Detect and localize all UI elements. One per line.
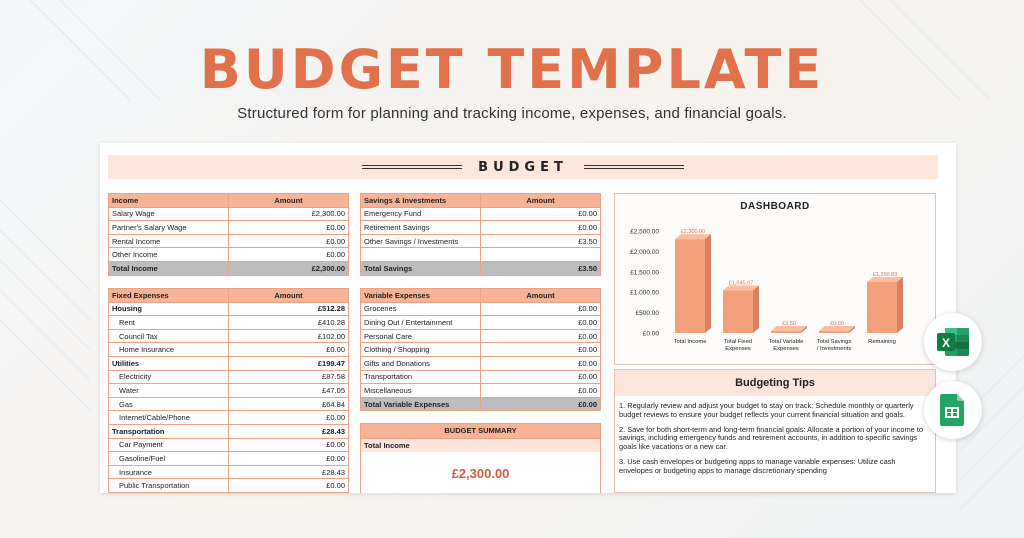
row-amount: £0.00 bbox=[481, 207, 601, 221]
column-header: Amount bbox=[481, 194, 601, 208]
table-row bbox=[361, 302, 601, 316]
table-row bbox=[361, 384, 601, 398]
table-header bbox=[109, 289, 349, 303]
row-label: Transportation bbox=[361, 370, 481, 384]
row-amount: £0.00 bbox=[229, 438, 349, 452]
bar bbox=[819, 331, 849, 333]
row-amount: £47.05 bbox=[229, 384, 349, 398]
row-amount: £0.00 bbox=[481, 221, 601, 235]
table-row bbox=[361, 221, 601, 235]
y-tick-label: £1,000.00 bbox=[630, 289, 659, 297]
summary-label: Total Income bbox=[361, 438, 600, 452]
row-label: Gifts and Donations bbox=[361, 356, 481, 370]
row-label: Salary Wage bbox=[109, 207, 229, 221]
row-label: Miscellaneous bbox=[361, 384, 481, 398]
row-label: Housing bbox=[109, 302, 229, 316]
svg-text:X: X bbox=[941, 336, 951, 350]
y-tick-label: £2,000.00 bbox=[630, 248, 659, 256]
bar-side bbox=[753, 285, 759, 333]
row-amount: £0.00 bbox=[229, 221, 349, 235]
table-header bbox=[361, 194, 601, 208]
row-amount: £28.43 bbox=[229, 465, 349, 479]
bar bbox=[867, 282, 897, 333]
total-amount: £2,300.00 bbox=[229, 261, 349, 275]
total-row bbox=[109, 261, 349, 275]
dashboard-title: DASHBOARD bbox=[740, 201, 810, 212]
column-header: Income bbox=[109, 194, 229, 208]
column-header: Savings & Investments bbox=[361, 194, 481, 208]
table-row bbox=[361, 316, 601, 330]
table-row bbox=[361, 343, 601, 357]
table-row bbox=[361, 370, 601, 384]
tip-item: 2. Save for both short-term and long-term financial goals: Allocate a portion of your income to savings, including emergency funds and retirement accounts, in addition to specific savings goals like vacations or a new car. bbox=[619, 424, 923, 452]
fixed-expenses-table bbox=[108, 288, 349, 493]
row-label: Dining Out / Entertainment bbox=[361, 316, 481, 330]
row-label: Emergency Fund bbox=[361, 207, 481, 221]
table-row bbox=[361, 356, 601, 370]
table-row bbox=[361, 234, 601, 248]
tip-item: 3. Use cash envelopes or budgeting apps to manage variable expenses: Utilize cash envelopes or budgeting apps to manage discretionary spending bbox=[619, 456, 896, 475]
row-label: Other Savings / Investments bbox=[361, 234, 481, 248]
budget-summary bbox=[360, 423, 601, 493]
variable-expenses-table bbox=[360, 288, 601, 411]
column-header: Variable Expenses bbox=[361, 289, 481, 303]
row-amount: £87.58 bbox=[229, 370, 349, 384]
column-header: Amount bbox=[229, 289, 349, 303]
row-amount: £0.00 bbox=[481, 356, 601, 370]
row-label: Clothing / Shopping bbox=[361, 343, 481, 357]
row-label: Personal Care bbox=[361, 329, 481, 343]
hero-title: BUDGET TEMPLATE bbox=[199, 38, 825, 101]
table-row bbox=[109, 207, 349, 221]
data-label: £1,045.67 bbox=[728, 280, 754, 287]
total-row bbox=[361, 261, 601, 275]
column-header: Fixed Expenses bbox=[109, 289, 229, 303]
row-amount: £0.00 bbox=[229, 234, 349, 248]
total-label: Total Variable Expenses bbox=[361, 397, 481, 411]
banner-rule-left bbox=[362, 165, 462, 169]
row-amount: £2,300.00 bbox=[229, 207, 349, 221]
table-row bbox=[109, 452, 349, 466]
row-amount: £0.00 bbox=[229, 343, 349, 357]
y-tick-label: £0.00 bbox=[642, 330, 659, 338]
row-label: Insurance bbox=[109, 465, 229, 479]
row-label: Home Insurance bbox=[109, 343, 229, 357]
table-row bbox=[109, 329, 349, 343]
table-row bbox=[361, 248, 601, 262]
row-label: Electricity bbox=[109, 370, 229, 384]
dashboard-chart bbox=[615, 194, 937, 366]
budgeting-tips-panel bbox=[614, 369, 936, 493]
table-row bbox=[109, 465, 349, 479]
category-label: / Investments bbox=[816, 346, 852, 352]
table-row bbox=[109, 397, 349, 411]
table-row bbox=[361, 329, 601, 343]
dashboard-panel bbox=[614, 193, 936, 365]
row-label: Internet/Cable/Phone bbox=[109, 411, 229, 425]
savings-table bbox=[360, 193, 601, 276]
total-amount: £3.50 bbox=[481, 261, 601, 275]
row-label: Other Income bbox=[109, 248, 229, 262]
category-label: Remaining bbox=[868, 339, 896, 345]
row-amount: £512.28 bbox=[229, 302, 349, 316]
table-row bbox=[109, 370, 349, 384]
row-label: Gas bbox=[109, 397, 229, 411]
hero-subtitle: Structured form for planning and tracking income, expenses, and financial goals. bbox=[237, 105, 787, 122]
row-label: Public Transportation bbox=[109, 479, 229, 493]
category-label: Total Variable bbox=[768, 339, 804, 345]
data-label: £2,300.00 bbox=[680, 229, 706, 236]
category-label: Total Fixed bbox=[723, 339, 753, 345]
row-amount: £102.00 bbox=[229, 329, 349, 343]
row-label: Transportation bbox=[109, 424, 229, 438]
row-label bbox=[361, 248, 481, 262]
data-label: £0.00 bbox=[830, 321, 844, 327]
row-amount: £28.43 bbox=[229, 424, 349, 438]
data-label: £3.50 bbox=[782, 321, 796, 327]
row-amount: £0.00 bbox=[229, 411, 349, 425]
row-amount: £0.00 bbox=[481, 384, 601, 398]
y-tick-label: £500.00 bbox=[635, 310, 659, 318]
bar bbox=[771, 331, 801, 333]
table-row bbox=[109, 302, 349, 316]
row-amount: £64.84 bbox=[229, 397, 349, 411]
table-row bbox=[109, 424, 349, 438]
budget-banner bbox=[108, 155, 938, 179]
excel-icon[interactable] bbox=[924, 313, 982, 371]
row-label: Retirement Savings bbox=[361, 221, 481, 235]
row-label: Utilities bbox=[109, 356, 229, 370]
row-amount: £3.50 bbox=[481, 234, 601, 248]
row-amount bbox=[481, 248, 601, 262]
row-label: Car Payment bbox=[109, 438, 229, 452]
bar-side bbox=[897, 277, 903, 333]
total-label: Total Income bbox=[109, 261, 229, 275]
column-header: Amount bbox=[481, 289, 601, 303]
income-table bbox=[108, 193, 349, 276]
budget-sheet bbox=[100, 143, 956, 493]
summary-value: £2,300.00 bbox=[451, 466, 510, 481]
bar bbox=[675, 239, 705, 333]
category-label: Expenses bbox=[773, 346, 799, 352]
table-row bbox=[109, 316, 349, 330]
row-amount: £0.00 bbox=[481, 329, 601, 343]
banner-title: BUDGET bbox=[478, 159, 568, 175]
row-amount: £0.00 bbox=[481, 370, 601, 384]
category-label: Total Savings bbox=[816, 339, 852, 345]
data-label: £1,250.83 bbox=[872, 271, 898, 278]
tips-title: Budgeting Tips bbox=[615, 370, 935, 396]
row-label: Gasoline/Fuel bbox=[109, 452, 229, 466]
row-amount: £0.00 bbox=[229, 248, 349, 262]
banner-rule-right bbox=[584, 165, 684, 169]
row-amount: £0.00 bbox=[481, 302, 601, 316]
bar bbox=[723, 290, 753, 333]
table-row bbox=[109, 438, 349, 452]
column-header: Amount bbox=[229, 194, 349, 208]
bar-side bbox=[705, 234, 711, 333]
summary-title: BUDGET SUMMARY bbox=[361, 424, 600, 438]
row-label: Groceries bbox=[361, 302, 481, 316]
row-amount: £0.00 bbox=[229, 452, 349, 466]
table-row bbox=[109, 234, 349, 248]
table-header bbox=[361, 289, 601, 303]
category-label: Total Income bbox=[673, 339, 707, 345]
y-tick-label: £2,500.00 bbox=[630, 228, 659, 236]
google-sheets-icon[interactable] bbox=[924, 381, 982, 439]
row-label: Partner's Salary Wage bbox=[109, 221, 229, 235]
table-row bbox=[109, 411, 349, 425]
row-label: Rent bbox=[109, 316, 229, 330]
table-header bbox=[109, 194, 349, 208]
table-row bbox=[109, 384, 349, 398]
row-amount: £410.28 bbox=[229, 316, 349, 330]
row-label: Council Tax bbox=[109, 329, 229, 343]
y-tick-label: £1,500.00 bbox=[630, 269, 659, 277]
total-label: Total Savings bbox=[361, 261, 481, 275]
row-amount: £0.00 bbox=[481, 343, 601, 357]
table-row bbox=[109, 479, 349, 493]
table-row bbox=[109, 343, 349, 357]
row-label: Rental Income bbox=[109, 234, 229, 248]
total-amount: £0.00 bbox=[481, 397, 601, 411]
row-amount: £0.00 bbox=[229, 479, 349, 493]
category-label: Expenses bbox=[725, 346, 751, 352]
row-label: Water bbox=[109, 384, 229, 398]
row-amount: £199.47 bbox=[229, 356, 349, 370]
row-amount: £0.00 bbox=[481, 316, 601, 330]
table-row bbox=[109, 221, 349, 235]
total-row bbox=[361, 397, 601, 411]
table-row bbox=[109, 248, 349, 262]
table-row bbox=[109, 356, 349, 370]
table-row bbox=[361, 207, 601, 221]
tip-item: 1. Regularly review and adjust your budget to stay on track: Schedule monthly or quarterly budget reviews to ensure your budget reflects your current financial situation and goals. bbox=[619, 401, 914, 419]
